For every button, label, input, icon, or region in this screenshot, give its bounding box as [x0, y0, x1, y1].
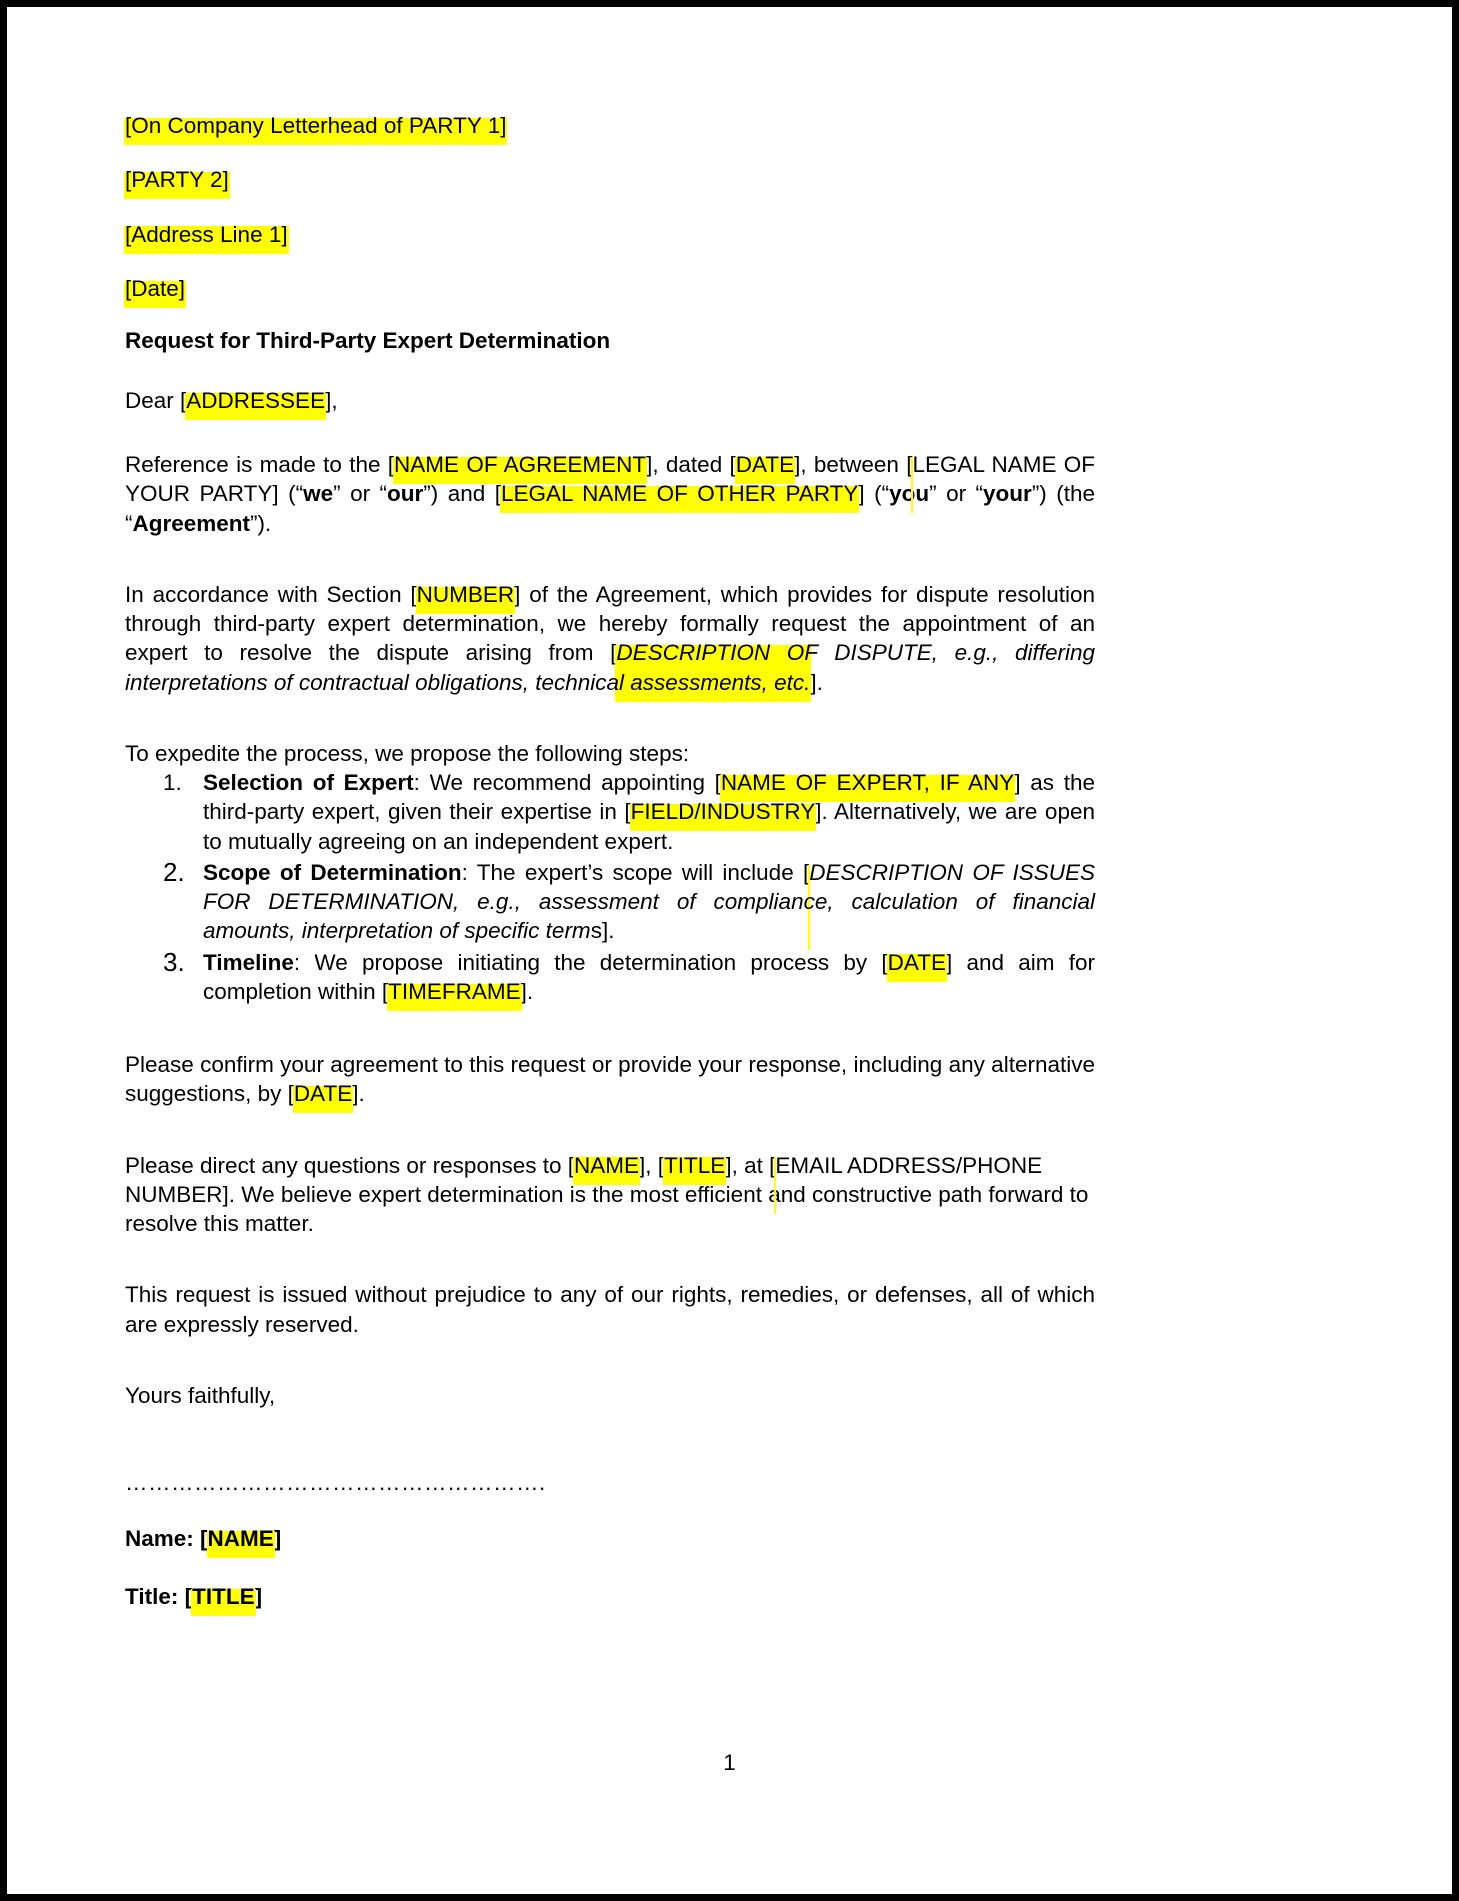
contact-details-placeholder: EMAIL ADDRESS/PHONE NUMBER	[125, 1152, 1049, 1207]
timeline-date-placeholder: DATE	[887, 949, 946, 975]
letterhead-date-placeholder: [Date]	[125, 275, 186, 301]
step-3-heading: Timeline	[203, 949, 294, 975]
name-label: Name: [	[125, 1526, 208, 1551]
step-1-text-3: ]. Alternatively, we are open to mutually agreeing on an independent expert.	[203, 799, 1095, 854]
ref-text-9: ”) (the “	[125, 481, 1096, 536]
ref-text-3: ], between [	[794, 452, 913, 477]
agreement-name-placeholder: NAME OF AGREEMENT	[394, 452, 647, 477]
confirm-date-placeholder: DATE	[293, 1081, 353, 1107]
name-suffix: ]	[273, 1526, 282, 1551]
ref-term-we: we	[303, 481, 334, 507]
ref-text-2: ], dated [	[646, 452, 736, 477]
signature-title-placeholder: TITLE	[192, 1584, 255, 1609]
ref-term-agreement: Agreement	[132, 510, 251, 536]
direct-text-3: ], at [	[725, 1152, 776, 1178]
letterhead-party2-placeholder: [PARTY 2]	[125, 167, 229, 193]
salutation	[125, 388, 1095, 414]
ref-term-your: your	[983, 481, 1032, 507]
list-item	[125, 768, 1095, 856]
title-suffix: ]	[254, 1584, 263, 1609]
ref-text-10: ”).	[250, 510, 272, 536]
valediction: Yours faithfully,	[125, 1382, 276, 1408]
ref-text-1: Reference is made to the [	[125, 452, 395, 477]
document-body	[125, 111, 1102, 1642]
your-party-placeholder: LEGAL NAME OF YOUR PARTY	[125, 452, 1101, 507]
ref-text-5: ” or “	[333, 481, 388, 507]
letterhead-line-4	[125, 274, 1095, 303]
signature-dotted-line: ……………………………………………….	[125, 1470, 546, 1495]
paragraph-without-prejudice: This request is issued without prejudice to any of our rights, remedies, or defenses, all of which are expressly reserved.	[125, 1282, 1095, 1337]
acc-text-2: ] of the Agreement, which provides for dispute resolution through third-party expert determination, we hereby formally request the appointment of an expert to resolve the dispute arising from [	[125, 581, 1095, 666]
step-2-heading: Scope of Determination	[203, 859, 462, 885]
paragraph-gap-5	[125, 1260, 1095, 1280]
list-item	[125, 858, 1102, 946]
step-2-text-1: : The expert’s scope will include [	[461, 859, 810, 885]
letterhead-line-1	[125, 111, 1095, 140]
paragraph-gap-4	[125, 1131, 1095, 1151]
list-item	[125, 948, 1095, 1007]
confirm-text-2: ].	[352, 1081, 365, 1107]
direct-text-4: ]. We believe expert determination is the most efficient and constructive path forward to resolve this matter.	[125, 1181, 1089, 1236]
direct-text-2: ], [	[639, 1152, 665, 1178]
ref-text-8: ” or “	[929, 481, 984, 507]
step-3-text-2: ] and aim for completion within [	[203, 949, 1095, 1004]
signature-name-placeholder: NAME	[207, 1526, 274, 1551]
signature-space	[125, 1432, 1095, 1470]
contact-name-placeholder: NAME	[574, 1152, 640, 1178]
other-party-placeholder: LEGAL NAME OF OTHER PARTY	[500, 481, 859, 507]
expert-name-placeholder: NAME OF EXPERT, IF ANY	[720, 770, 1015, 795]
paragraph-expedite-intro: To expedite the process, we propose the following steps:	[125, 740, 690, 766]
acc-text-1: In accordance with Section [	[125, 581, 417, 607]
confirm-text-1: Please confirm your agreement to this request or provide your response, including any alternative suggestions, by [	[125, 1052, 1095, 1107]
page-title: Request for Third-Party Expert Determination	[125, 328, 611, 353]
paragraph-gap-3	[125, 1030, 1095, 1050]
section-number-placeholder: NUMBER	[416, 581, 515, 607]
letterhead-address-placeholder: [Address Line 1]	[125, 221, 288, 247]
addressee-placeholder: ADDRESSEE	[186, 388, 326, 413]
letterhead-party1-placeholder: [On Company Letterhead of PARTY 1]	[125, 113, 507, 138]
proposed-steps-list	[125, 768, 1102, 1006]
letterhead-line-3	[125, 220, 1095, 249]
acc-text-3: ].	[810, 669, 823, 695]
salutation-suffix: ],	[325, 388, 338, 413]
ref-text-6: ”) and [	[423, 481, 501, 507]
contact-title-placeholder: TITLE	[664, 1152, 726, 1178]
title-label: Title: [	[125, 1584, 193, 1609]
field-industry-placeholder: FIELD/INDUSTRY	[630, 799, 816, 825]
paragraph-confirm	[125, 1050, 1095, 1109]
page-number: 1	[723, 1750, 736, 1775]
paragraph-reference	[125, 450, 1101, 538]
step-3-text-3: ].	[520, 978, 534, 1004]
step-1-text-2: ] as the third-party expert, given their expertise in [	[203, 770, 1095, 825]
ref-term-you: you	[889, 481, 930, 507]
paragraph-gap	[125, 560, 1095, 580]
paragraph-gap-2	[125, 719, 1095, 739]
signature-title-line	[125, 1584, 1095, 1610]
scope-description-placeholder: DESCRIPTION OF ISSUES FOR DETERMINATION, e.g., assessment of compliance, calculation of financial amounts, interpretation of specific term	[203, 859, 1102, 944]
step-2-text-2: s].	[590, 918, 615, 944]
signature-name-line	[125, 1526, 1095, 1552]
agreement-date-placeholder: DATE	[735, 452, 795, 477]
letterhead-line-2	[125, 165, 1095, 194]
ref-term-our: our	[387, 481, 424, 507]
step-1-text-1: : We recommend appointing [	[413, 770, 721, 795]
paragraph-accordance	[125, 580, 1102, 697]
timeframe-placeholder: TIMEFRAME	[388, 978, 521, 1004]
step-3-text-1: : We propose initiating the determination process by [	[293, 949, 888, 975]
paragraph-gap-6	[125, 1361, 1095, 1381]
direct-text-1: Please direct any questions or responses to [	[125, 1152, 575, 1178]
ref-text-4: ] (“	[272, 481, 304, 507]
ref-text-7: ] (“	[858, 481, 890, 507]
paragraph-direct-questions	[125, 1151, 1095, 1239]
step-1-heading: Selection of Expert	[203, 770, 414, 795]
dispute-description-placeholder: DESCRIPTION OF DISPUTE, e.g., differing interpretations of contractual obligations, technical assessments, etc.	[125, 640, 1102, 695]
salutation-prefix: Dear [	[125, 388, 187, 413]
